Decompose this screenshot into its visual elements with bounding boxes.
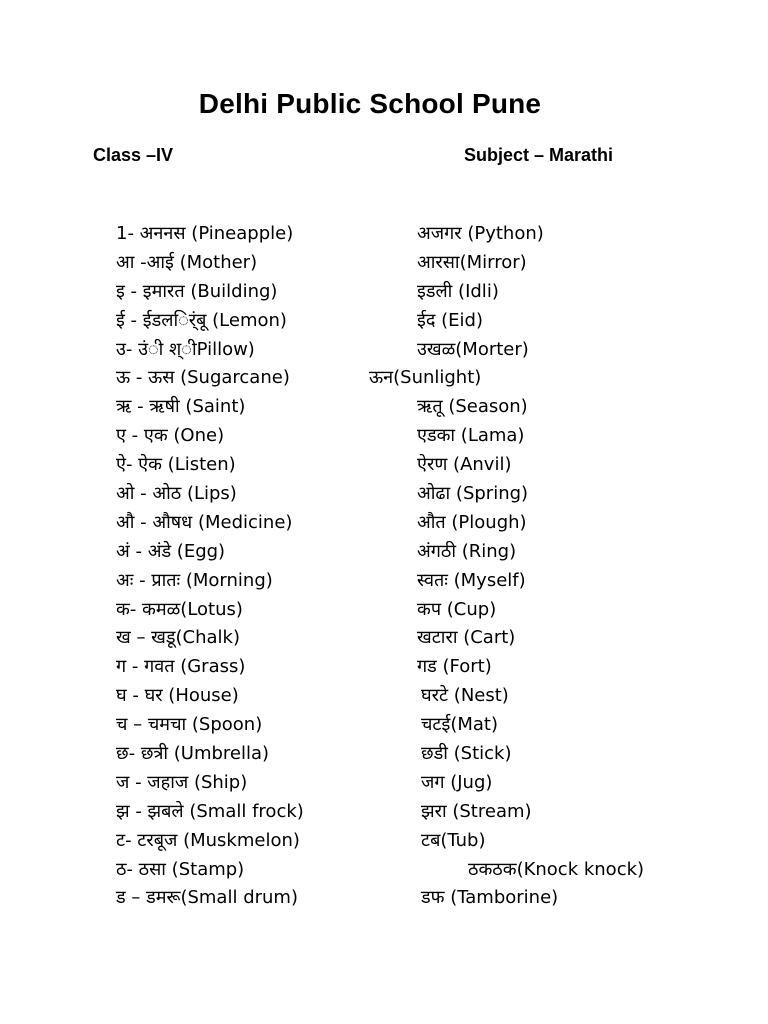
list-item: इ - इमारत (Building) (116, 280, 278, 302)
list-item: झरा (Stream) (421, 800, 532, 822)
list-item: जग (Jug) (421, 771, 493, 793)
list-item: ए - एक (One) (116, 425, 225, 447)
page-title: Delhi Public School Pune (198, 88, 542, 119)
list-item: क- कमळ(Lotus) (116, 598, 243, 620)
class-label: Class –IV (93, 145, 174, 165)
list-item: ऋतू (Season) (417, 396, 528, 418)
list-item: 1- अननस (Pineapple) (116, 223, 294, 244)
list-item: ठ- ठसा (Stamp) (116, 858, 245, 880)
list-item: औत (Plough) (417, 511, 527, 533)
list-item: गड (Fort) (417, 656, 492, 678)
list-item: अः - प्रातः (Morning) (116, 569, 273, 591)
list-item: ऐरण (Anvil) (417, 454, 512, 476)
list-item: औ - औषध (Medicine) (116, 511, 293, 533)
list-item: ओ - ओठ (Lips) (116, 483, 237, 505)
list-item: चटई(Mat) (421, 714, 499, 736)
list-item: घरटे (Nest) (421, 685, 509, 707)
list-item: एडका (Lama) (417, 425, 525, 447)
list-item: ऊ - ऊस (Sugarcane) (116, 367, 290, 389)
list-item: आरसा(Mirror) (417, 251, 527, 273)
list-item: ठकठक(Knock knock) (468, 858, 645, 880)
list-item: इडली (Idli) (417, 280, 499, 302)
list-item: ख – खडू(Chalk) (116, 627, 240, 649)
list-item: डफ (Tamborine) (421, 887, 559, 909)
list-item: उ- उंी श्ीPillow) (116, 338, 255, 360)
list-item: ओढा (Spring) (417, 483, 529, 505)
list-item: ज - जहाज (Ship) (116, 771, 248, 793)
list-item: च – चमचा (Spoon) (116, 714, 263, 736)
left-word-list (116, 220, 436, 913)
list-item: अं - अंडे (Egg) (116, 540, 226, 562)
list-item: टब(Tub) (421, 829, 486, 851)
list-item: घ - घर (House) (116, 685, 239, 707)
list-item: खटारा (Cart) (417, 627, 516, 649)
subject-label: Subject – Marathi (464, 145, 614, 165)
list-item: अजगर (Python) (417, 223, 544, 244)
list-item: छ- छत्री (Umbrella) (116, 743, 270, 765)
list-item: अंगठी (Ring) (417, 540, 517, 562)
list-item: उखळ(Morter) (417, 338, 529, 360)
list-item: कप (Cup) (417, 598, 497, 620)
list-item: छडी (Stick) (421, 743, 512, 765)
list-item: स्वतः (Myself) (417, 569, 526, 591)
list-item: ट- टरबूज (Muskmelon) (116, 829, 300, 851)
list-item: झ - झबले (Small frock) (116, 800, 304, 822)
list-item: ई - ईडलर्िंबू (Lemon) (116, 309, 287, 331)
list-item: ग - गवत (Grass) (116, 656, 246, 678)
list-item: ईद (Eid) (417, 309, 483, 331)
list-item: ड – डमरू(Small drum) (116, 887, 298, 909)
list-item: ऊन(Sunlight) (369, 367, 482, 389)
list-item: ऐ- ऐक (Listen) (116, 454, 236, 476)
list-item: आ -आई (Mother) (116, 251, 258, 273)
list-item: ऋ - ऋषी (Saint) (116, 396, 246, 418)
right-word-list (369, 220, 747, 913)
